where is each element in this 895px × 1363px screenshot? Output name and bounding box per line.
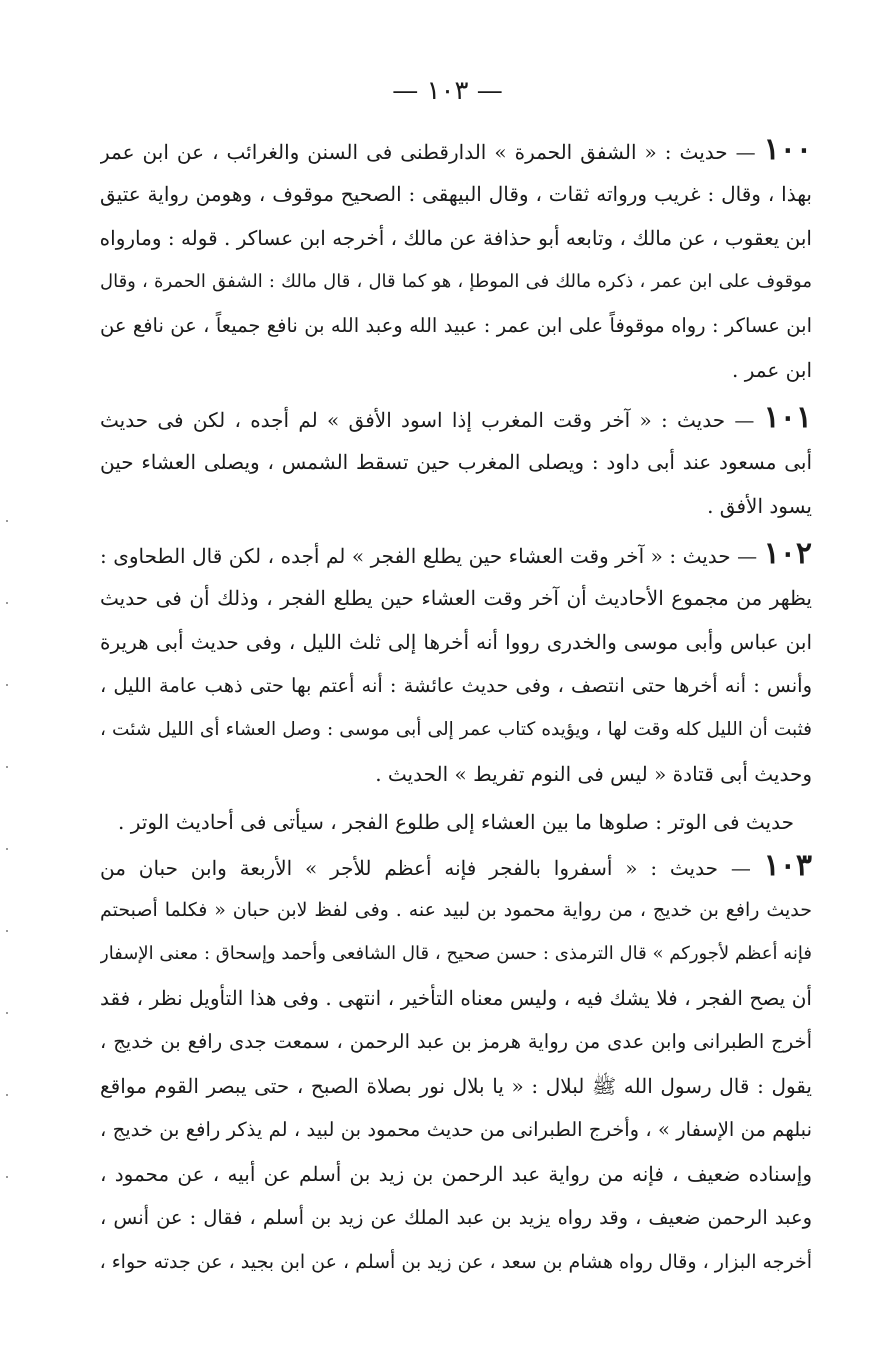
- text-line: وأنس : أنه أخرها حتى انتصف ، وفى حديث عائشة : أنه أعتم بها حتى ذهب عامة الليل ،: [100, 674, 812, 697]
- text-line: ابن يعقوب ، عن مالك ، وتابعه أبو حذافة عن مالك ، أخرجه ابن عساكر . قوله : ومارواه: [100, 226, 812, 250]
- scan-margin-specks: [4, 520, 10, 1280]
- hadith-number: ١٠٠: [763, 132, 812, 167]
- text-line: يظهر من مجموع الأحاديث أن آخر وقت العشاء حين يطلع الفجر ، وذلك أن فى حديث: [100, 586, 812, 610]
- text-line: وعبد الرحمن ضعيف ، وقد رواه يزيد بن عبد الملك عن زيد بن أسلم ، فقال : عن أنس ،: [100, 1206, 812, 1229]
- text-line: موقوف على ابن عمر ، ذكره مالك فى الموطإ ، هو كما قال ، قال مالك : الشفق الحمرة ، وقال: [100, 271, 812, 292]
- text-line: بهذا ، وقال : غريب ورواته ثقات ، وقال البيهقى : الصحيح موقوف ، وهومن رواية عتيق: [100, 182, 812, 206]
- hadith-heading: — حديث : « آخر وقت المغرب إذا اسود الأفق » لم أجده ، لكن فى حديث: [100, 408, 755, 432]
- hadith-number: ١٠٣: [763, 848, 812, 883]
- text-line: [100, 844, 812, 888]
- hadith-entry-100: [100, 128, 812, 392]
- text-line: ابن عباس وأبى موسى والخدرى رووا أنه أخرها إلى ثلث الليل ، وفى حديث أبى هريرة: [100, 630, 812, 654]
- hadith-heading: — حديث : « أسفروا بالفجر فإنه أعظم للأجر » الأربعة وابن حبان من: [100, 856, 751, 880]
- hadith-entry-103: [100, 844, 812, 1284]
- hadith-heading: — حديث : « آخر وقت العشاء حين يطلع الفجر » لم أجده ، لكن قال الطحاوى :: [100, 544, 758, 568]
- hadith-number: ١٠٢: [763, 536, 812, 571]
- text-line: [100, 532, 812, 576]
- interlude-note: حديث فى الوتر : صلوها ما بين العشاء إلى طلوع الفجر ، سيأتى فى أحاديث الوتر .: [118, 810, 794, 834]
- text-line: أن يصح الفجر ، فلا يشك فيه ، وليس معناه التأخير ، انتهى . وفى هذا التأويل نظر ، فقد: [100, 986, 812, 1010]
- text-line: أخرج الطبرانى وابن عدى من رواية هرمز بن عبد الرحمن ، سمعت جدى رافع بن خديج ،: [100, 1030, 812, 1053]
- text-line: [100, 396, 812, 440]
- text-line: حديث رافع بن خديج ، من رواية محمود بن لبيد عنه . وفى لفظ لابن حبان « فكلما أصبحتم: [100, 899, 812, 921]
- text-line: وإسناده ضعيف ، فإنه من رواية عبد الرحمن بن زيد بن أسلم عن أبيه ، عن محمود ،: [100, 1162, 812, 1186]
- page-number: — ١٠٣ —: [392, 76, 503, 106]
- hadith-entry-101: [100, 396, 812, 528]
- text-line: يقول : قال رسول الله ﷺ لبلال : « يا بلال نور بصلاة الصبح ، حتى يبصر القوم مواقع: [100, 1074, 812, 1098]
- text-line: [100, 128, 812, 172]
- hadith-entry-102: [100, 532, 812, 796]
- hadith-heading: — حديث : « الشفق الحمرة » الدارقطنى فى السنن والغرائب ، عن ابن عمر: [100, 140, 756, 164]
- text-line: ابن عساكر : رواه موقوفاً على ابن عمر : عبيد الله وعبد الله بن نافع جميعاً ، عن نافع عن: [100, 314, 812, 337]
- text-line: فثبت أن الليل كله وقت لها ، ويؤيده كتاب عمر إلى أبى موسى : وصل العشاء أى الليل شئت ،: [100, 719, 812, 740]
- text-line: ابن عمر .: [732, 358, 812, 382]
- text-line: وحديث أبى قتادة « ليس فى النوم تفريط » الحديث .: [375, 762, 812, 786]
- page-body: [100, 128, 812, 1284]
- text-line: أبى مسعود عند أبى داود : ويصلى المغرب حين تسقط الشمس ، ويصلى العشاء حين: [100, 450, 812, 474]
- text-line: نبلهم من الإسفار » ، وأخرج الطبرانى من حديث محمود بن لبيد ، لم يذكر رافع بن خديج ،: [100, 1118, 812, 1141]
- hadith-number: ١٠١: [763, 400, 812, 435]
- text-line: فإنه أعظم لأجوركم » قال الترمذى : حسن صحيح ، قال الشافعى وأحمد وإسحاق : معنى الإسفار: [100, 943, 812, 964]
- text-line: يسود الأفق .: [707, 494, 812, 518]
- text-line: أخرجه البزار ، وقال رواه هشام بن سعد ، عن زيد بن أسلم ، عن ابن بجيد ، عن جدته حواء ،: [100, 1251, 812, 1273]
